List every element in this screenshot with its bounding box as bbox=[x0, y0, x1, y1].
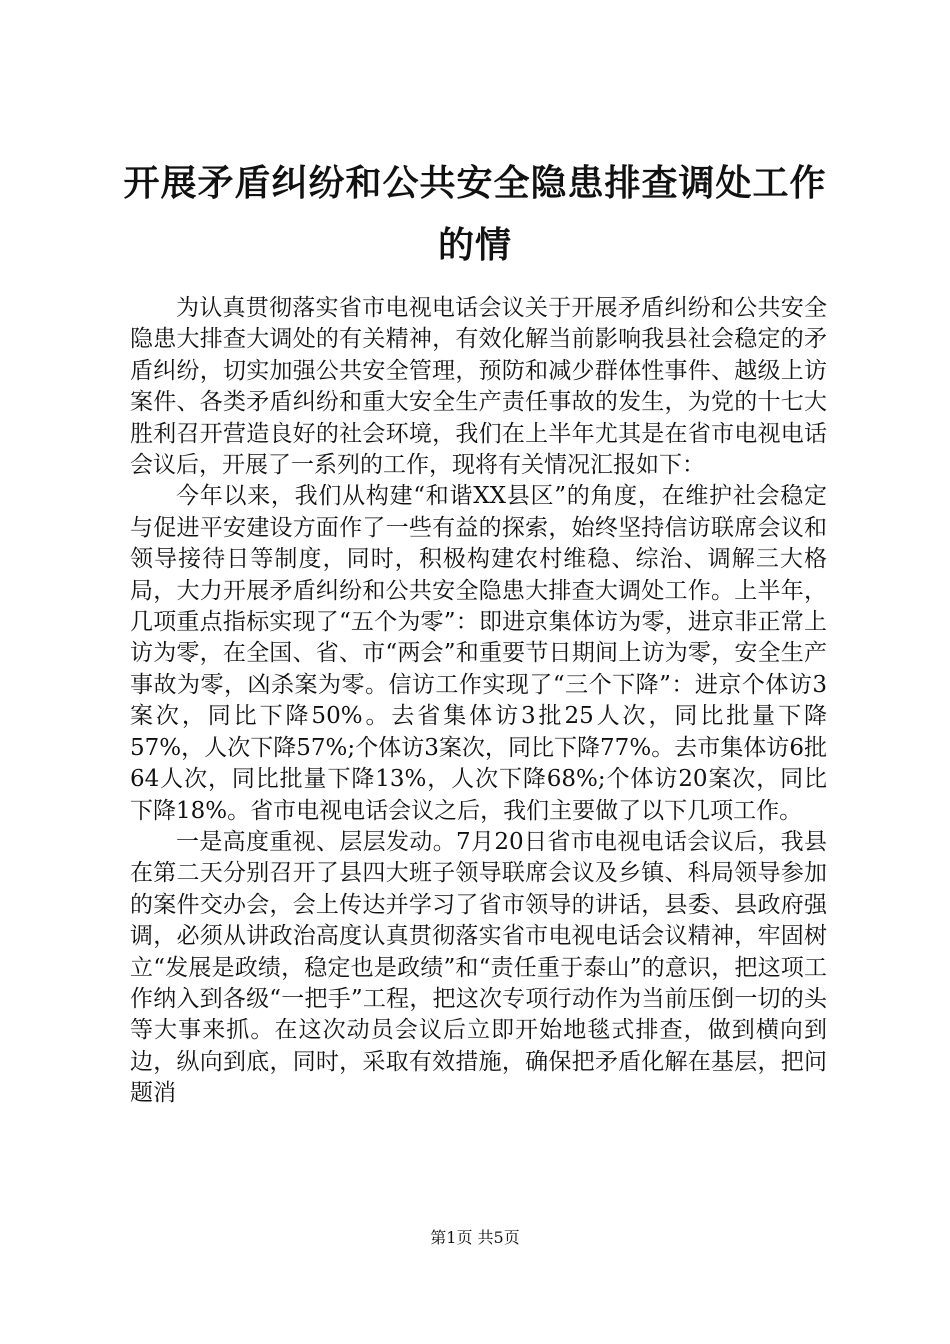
paragraph-measure-one: 一是高度重视、层层发动。7月20日省市电视电话会议后，我县在第二天分别召开了县四大班子领导联席会议及乡镇、科局领导参加的案件交办会，会上传达并学习了省市领导的讲话，县委、县政府强调，必须从讲政治高度认真贯彻落实省市电视电话会议精神，牢固树立“发展是政绩，稳定也是政绩”和“责任重于泰山”的意识，把这项工作纳入到各级“一把手”工程，把这次专项行动作为当前压倒一切的头等大事来抓。在这次动员会议后立即开始地毯式排查，做到横向到边，纵向到底，同时，采取有效措施，确保把矛盾化解在基层，把问题消 bbox=[130, 828, 827, 1107]
paragraph-intro: 为认真贯彻落实省市电视电话会议关于开展矛盾纠纷和公共安全隐患大排查大调处的有关精神，有效化解当前影响我县社会稳定的矛盾纠纷，切实加强公共安全管理，预防和减少群体性事件、越级上访案件、各类矛盾纠纷和重大安全生产责任事故的发生，为党的十七大胜利召开营造良好的社会环境，我们在上半年尤其是在省市电视电话会议后，开展了一系列的工作，现将有关情况汇报如下： bbox=[130, 295, 827, 479]
page-number-footer: 第1页 共5页 bbox=[430, 1228, 520, 1247]
paragraph-overview: 今年以来，我们从构建“和谐XX县区”的角度，在维护社会稳定与促进平安建设方面作了一些有益的探索，始终坚持信访联席会议和领导接待日等制度，同时，积极构建农村维稳、综治、调解三大格局，大力开展矛盾纠纷和公共安全隐患大排查大调处工作。上半年，几项重点指标实现了“五个为零”：即进京集体访为零，进京非正常上访为零，在全国、省、市“两会”和重要节日期间上访为零，安全生产事故为零，凶杀案为零。信访工作实现了“三个下降”：进京个体访3案次，同比下降50%。去省集体访3批25人次，同比批量下降57%，人次下降57%;个体访3案次，同比下降77%。去市集体访6批64人次，同比批量下降13%，人次下降68%;个体访20案次，同比下降18%。省市电视电话会议之后，我们主要做了以下几项工作。 bbox=[130, 483, 827, 824]
document-title: 开展矛盾纠纷和公共安全隐患排查调处工作的情 bbox=[123, 162, 827, 266]
document-body bbox=[130, 293, 827, 1110]
